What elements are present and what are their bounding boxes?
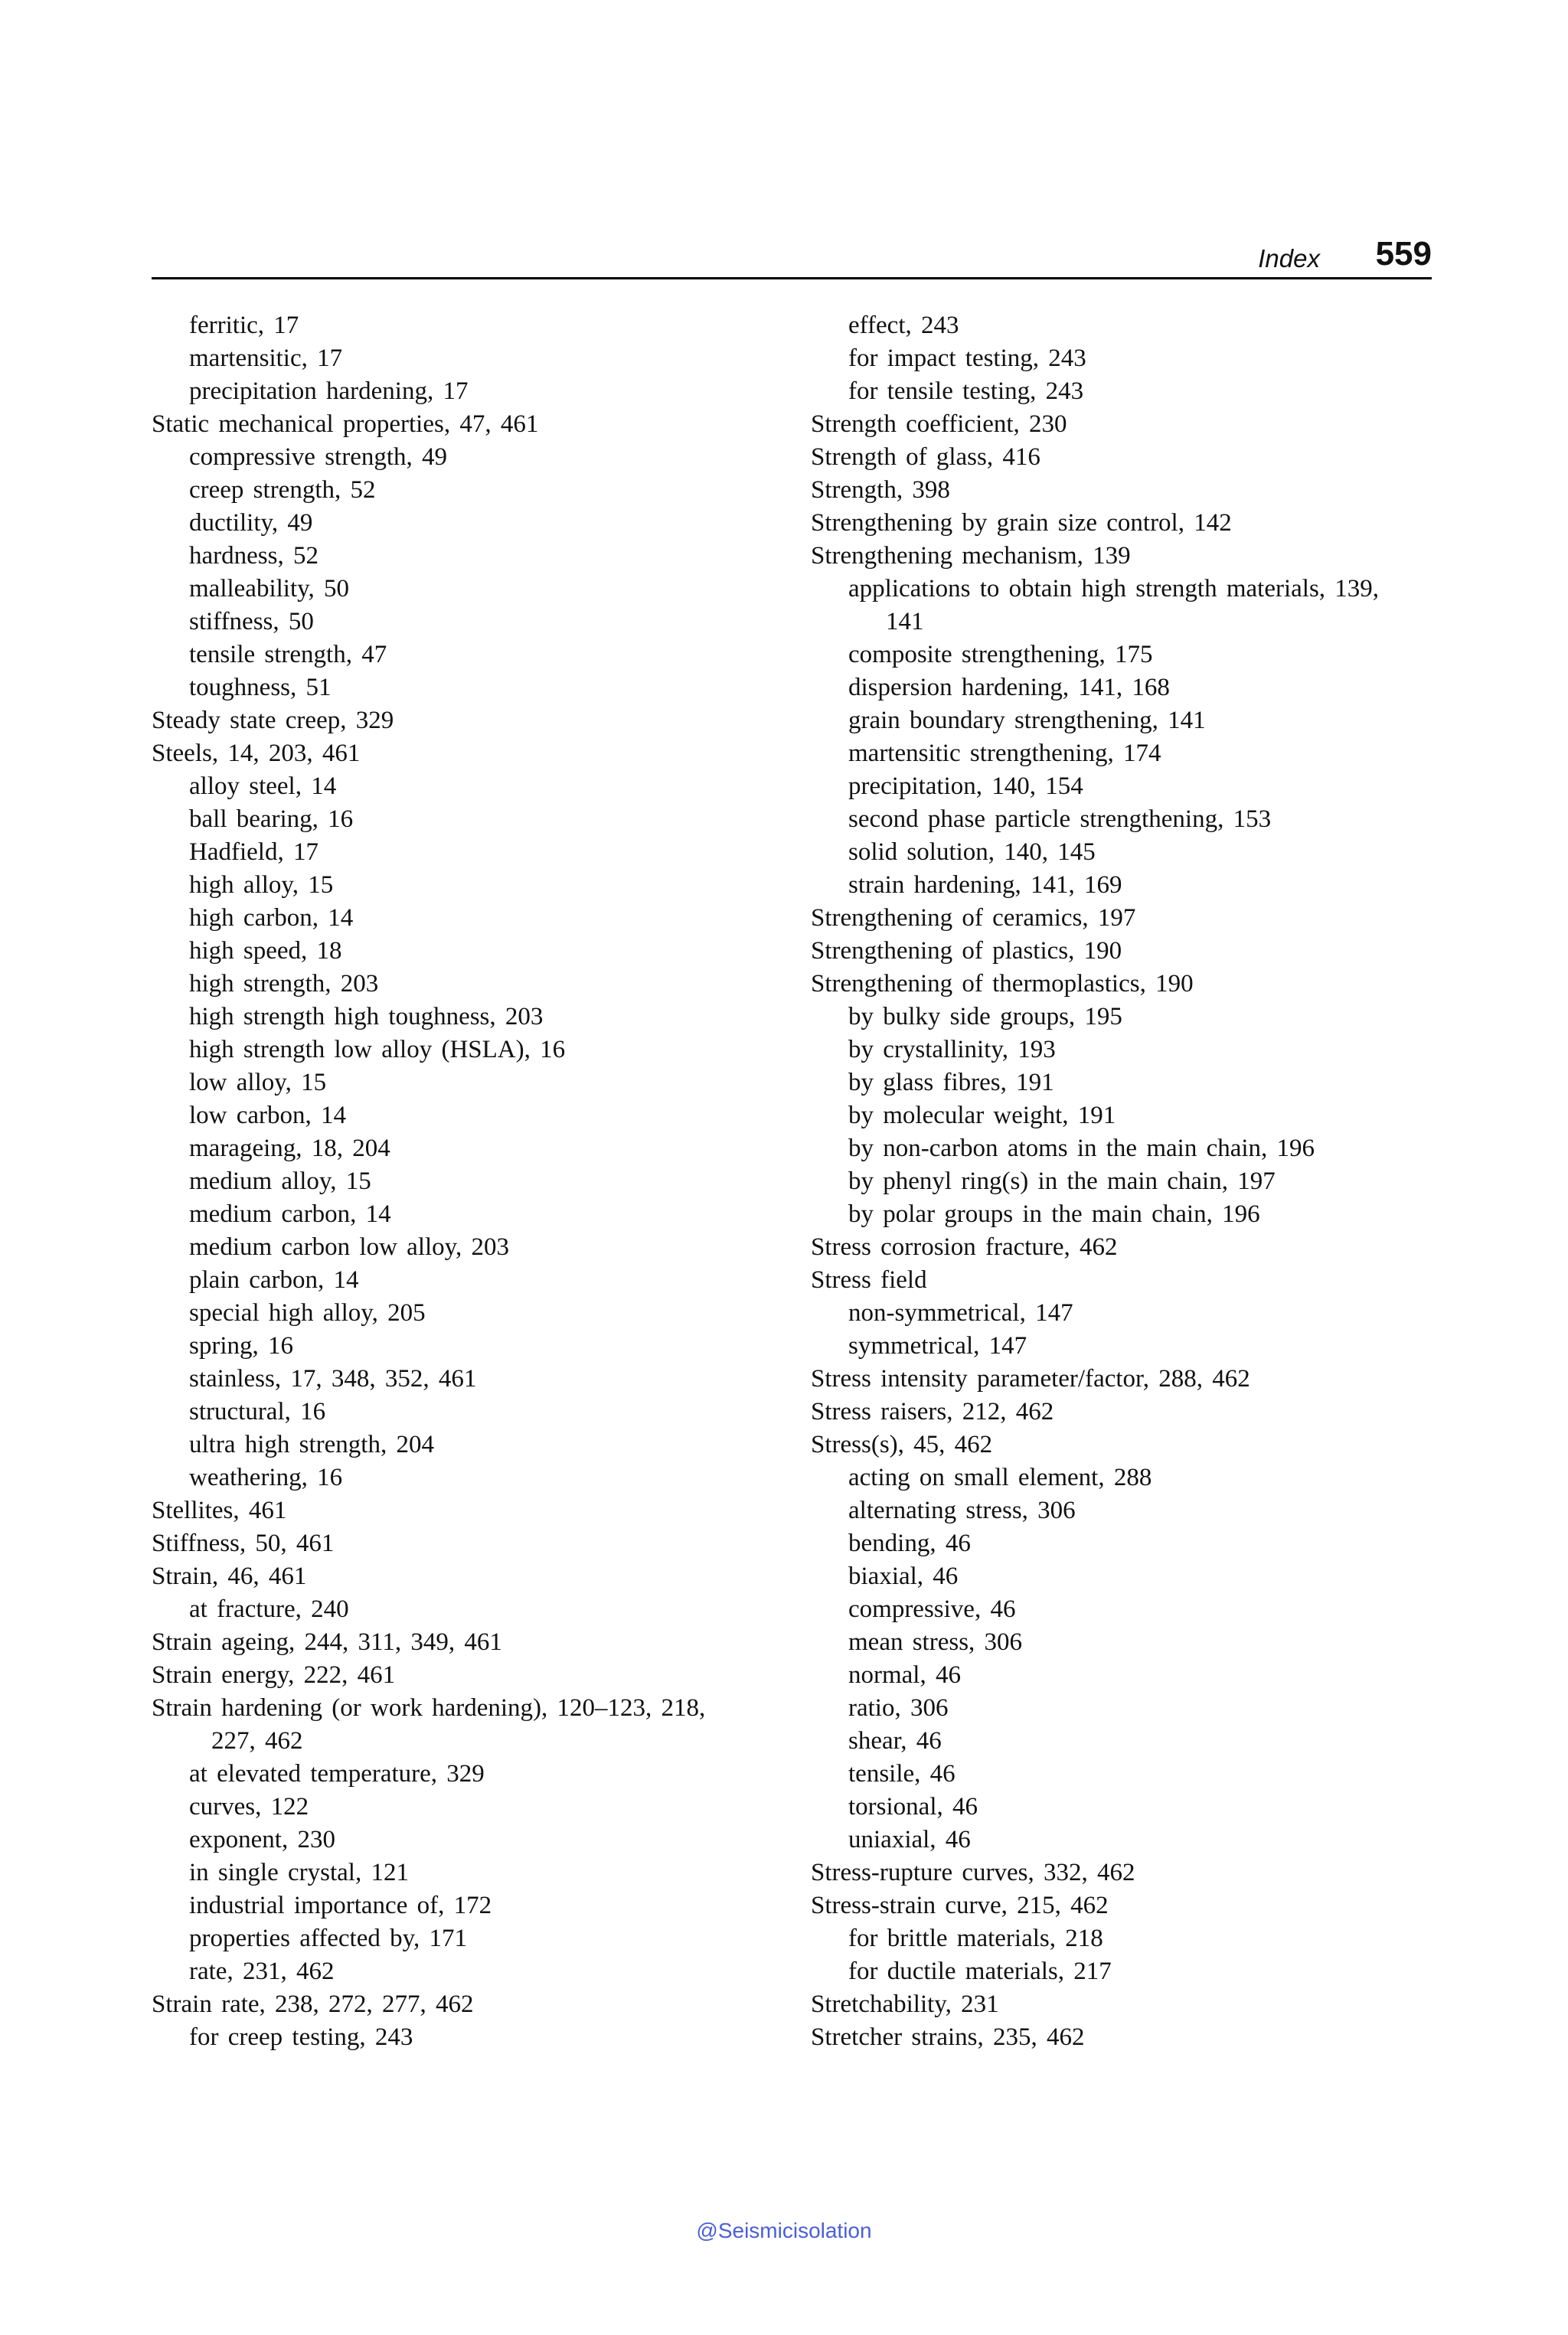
index-subentry: creep strength, 52 bbox=[189, 476, 376, 504]
index-subentry: by non-carbon atoms in the main chain, 196 bbox=[848, 1135, 1315, 1162]
index-subentry: compressive strength, 49 bbox=[189, 443, 448, 471]
index-subentry: solid solution, 140, 145 bbox=[848, 838, 1096, 866]
index-entry: Stellites, 461 bbox=[152, 1497, 287, 1524]
index-subentry: marageing, 18, 204 bbox=[189, 1135, 390, 1162]
index-subentry: by crystallinity, 193 bbox=[848, 1036, 1056, 1063]
index-entry: Strain rate, 238, 272, 277, 462 bbox=[152, 1990, 474, 2018]
index-subentry: torsional, 46 bbox=[848, 1793, 978, 1821]
index-subentry: uniaxial, 46 bbox=[848, 1826, 971, 1853]
index-entry: Stress-rupture curves, 332, 462 bbox=[811, 1859, 1135, 1886]
index-entry: Strength, 398 bbox=[811, 476, 950, 504]
index-subentry: high carbon, 14 bbox=[189, 904, 354, 932]
index-subentry: medium alloy, 15 bbox=[189, 1168, 371, 1195]
index-subentry: by polar groups in the main chain, 196 bbox=[848, 1200, 1260, 1228]
index-subentry: low carbon, 14 bbox=[189, 1102, 347, 1129]
index-subentry: by bulky side groups, 195 bbox=[848, 1003, 1122, 1030]
index-entry: Strain, 46, 461 bbox=[152, 1563, 307, 1590]
index-subentry: acting on small element, 288 bbox=[848, 1464, 1152, 1491]
index-entry: Steels, 14, 203, 461 bbox=[152, 740, 361, 767]
index-entry: Static mechanical properties, 47, 461 bbox=[152, 410, 539, 438]
index-entry: Stress field bbox=[811, 1266, 927, 1294]
index-entry: Strengthening of plastics, 190 bbox=[811, 937, 1122, 965]
index-subentry: mean stress, 306 bbox=[848, 1628, 1023, 1656]
index-subentry: for ductile materials, 217 bbox=[848, 1958, 1112, 1985]
index-entry: Strain ageing, 244, 311, 349, 461 bbox=[152, 1628, 502, 1656]
index-subentry: spring, 16 bbox=[189, 1332, 293, 1360]
index-subentry: composite strengthening, 175 bbox=[848, 641, 1153, 668]
index-subentry: stiffness, 50 bbox=[189, 608, 314, 635]
index-subentry: by molecular weight, 191 bbox=[848, 1102, 1116, 1129]
index-column-left bbox=[152, 309, 779, 2054]
index-subentry: hardness, 52 bbox=[189, 542, 318, 570]
running-head-section: Index bbox=[1258, 244, 1320, 273]
index-entry: Strain energy, 222, 461 bbox=[152, 1661, 396, 1689]
index-subentry: grain boundary strengthening, 141 bbox=[848, 707, 1206, 734]
watermark-text: @Seismicisolation bbox=[696, 2219, 872, 2242]
index-subentry: precipitation hardening, 17 bbox=[189, 377, 469, 405]
index-subentry: biaxial, 46 bbox=[848, 1563, 959, 1590]
index-subentry: second phase particle strengthening, 153 bbox=[848, 805, 1272, 833]
index-subentry: non-symmetrical, 147 bbox=[848, 1299, 1073, 1327]
index-entry: Stress(s), 45, 462 bbox=[811, 1431, 993, 1458]
index-entry: Stretcher strains, 235, 462 bbox=[811, 2023, 1085, 2051]
index-subentry: alternating stress, 306 bbox=[848, 1497, 1076, 1524]
index-subentry: for impact testing, 243 bbox=[848, 345, 1086, 372]
index-entry: Stress intensity parameter/factor, 288, 462 bbox=[811, 1365, 1250, 1393]
index-subentry: alloy steel, 14 bbox=[189, 772, 337, 800]
index-entry: Strengthening by grain size control, 142 bbox=[811, 509, 1232, 537]
index-subentry: curves, 122 bbox=[189, 1793, 309, 1821]
index-subentry: weathering, 16 bbox=[189, 1464, 343, 1491]
index-subentry: high alloy, 15 bbox=[189, 871, 334, 899]
index-subentry: high strength low alloy (HSLA), 16 bbox=[189, 1036, 566, 1063]
index-subentry: applications to obtain high strength materials, 139, bbox=[848, 575, 1380, 603]
index-subentry: 141 bbox=[886, 608, 924, 635]
index-subentry: by phenyl ring(s) in the main chain, 197 bbox=[848, 1168, 1276, 1195]
index-subentry: at elevated temperature, 329 bbox=[189, 1760, 485, 1788]
index-entry: Strength coefficient, 230 bbox=[811, 410, 1067, 438]
index-entry: Strengthening of thermoplastics, 190 bbox=[811, 970, 1194, 998]
index-subentry: in single crystal, 121 bbox=[189, 1859, 409, 1886]
index-subentry: Hadfield, 17 bbox=[189, 838, 318, 866]
index-entry: Stiffness, 50, 461 bbox=[152, 1530, 335, 1557]
index-subentry: exponent, 230 bbox=[189, 1826, 335, 1853]
index-subentry: special high alloy, 205 bbox=[189, 1299, 426, 1327]
index-subentry: martensitic, 17 bbox=[189, 345, 343, 372]
index-subentry: shear, 46 bbox=[848, 1727, 942, 1755]
index-subentry: high strength, 203 bbox=[189, 970, 379, 998]
index-subentry: martensitic strengthening, 174 bbox=[848, 740, 1161, 767]
index-subentry: dispersion hardening, 141, 168 bbox=[848, 674, 1170, 701]
index-subentry: properties affected by, 171 bbox=[189, 1925, 467, 1952]
index-subentry: toughness, 51 bbox=[189, 674, 332, 701]
index-entry: Stress-strain curve, 215, 462 bbox=[811, 1892, 1109, 1919]
index-subentry: normal, 46 bbox=[848, 1661, 961, 1689]
index-subentry: stainless, 17, 348, 352, 461 bbox=[189, 1365, 477, 1393]
index-subentry: malleability, 50 bbox=[189, 575, 349, 603]
index-entry: Strengthening mechanism, 139 bbox=[811, 542, 1131, 570]
index-subentry: tensile strength, 47 bbox=[189, 641, 387, 668]
index-subentry: high strength high toughness, 203 bbox=[189, 1003, 544, 1030]
index-subentry: for brittle materials, 218 bbox=[848, 1925, 1103, 1952]
index-entry: Stress corrosion fracture, 462 bbox=[811, 1233, 1118, 1261]
index-subentry: ratio, 306 bbox=[848, 1694, 949, 1722]
index-subentry: ferritic, 17 bbox=[189, 312, 299, 339]
index-entry: Strain hardening (or work hardening), 120–123, 218, bbox=[152, 1694, 706, 1722]
index-subentry: tensile, 46 bbox=[848, 1760, 956, 1788]
index-entry: Steady state creep, 329 bbox=[152, 707, 394, 734]
page-header bbox=[152, 230, 1432, 279]
index-subentry: effect, 243 bbox=[848, 312, 959, 339]
index-entry: Stress raisers, 212, 462 bbox=[811, 1398, 1054, 1425]
index-column-right bbox=[811, 309, 1439, 2054]
index-subentry: precipitation, 140, 154 bbox=[848, 772, 1083, 800]
index-subentry: 227, 462 bbox=[211, 1727, 303, 1755]
index-subentry: ultra high strength, 204 bbox=[189, 1431, 434, 1458]
index-entry: Stretchability, 231 bbox=[811, 1990, 999, 2018]
index-entry: Strength of glass, 416 bbox=[811, 443, 1040, 471]
index-subentry: for tensile testing, 243 bbox=[848, 377, 1084, 405]
index-subentry: compressive, 46 bbox=[848, 1595, 1016, 1623]
index-subentry: strain hardening, 141, 169 bbox=[848, 871, 1122, 899]
index-subentry: symmetrical, 147 bbox=[848, 1332, 1027, 1360]
index-subentry: structural, 16 bbox=[189, 1398, 326, 1425]
index-entry: Strengthening of ceramics, 197 bbox=[811, 904, 1136, 932]
page-number: 559 bbox=[1375, 235, 1432, 273]
index-subentry: medium carbon low alloy, 203 bbox=[189, 1233, 510, 1261]
index-subentry: ball bearing, 16 bbox=[189, 805, 354, 833]
index-subentry: plain carbon, 14 bbox=[189, 1266, 359, 1294]
index-subentry: for creep testing, 243 bbox=[189, 2023, 413, 2051]
index-subentry: at fracture, 240 bbox=[189, 1595, 349, 1623]
index-subentry: high speed, 18 bbox=[189, 937, 342, 965]
index-subentry: ductility, 49 bbox=[189, 509, 313, 537]
index-subentry: low alloy, 15 bbox=[189, 1069, 327, 1096]
index-subentry: medium carbon, 14 bbox=[189, 1200, 391, 1228]
index-subentry: rate, 231, 462 bbox=[189, 1958, 335, 1985]
index-subentry: bending, 46 bbox=[848, 1530, 971, 1557]
index-subentry: by glass fibres, 191 bbox=[848, 1069, 1054, 1096]
index-subentry: industrial importance of, 172 bbox=[189, 1892, 492, 1919]
